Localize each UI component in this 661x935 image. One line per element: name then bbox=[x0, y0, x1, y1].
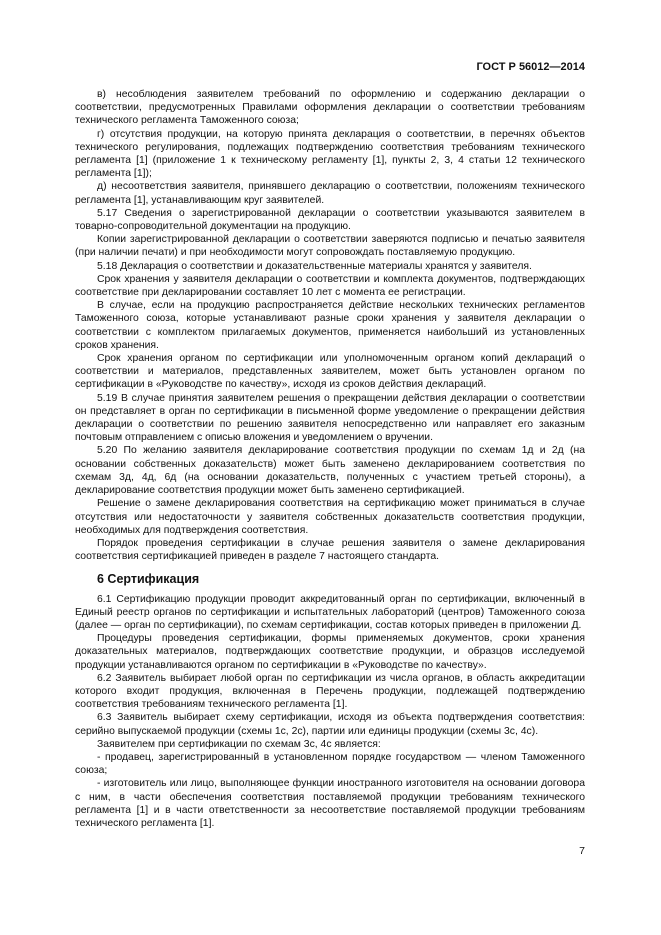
paragraph: 5.18 Декларация о соответствии и доказательственные материалы хранятся у заявителя. bbox=[97, 260, 532, 272]
list-item: - изготовитель или лицо, выполняющее функции иностранного изготовителя на основании договора с ним, в части обеспечения соответствия поставляемой продукции требованиям технического регламента [1] и в части ответственности за несоответствие поставляемой продукции требованиям технического регламента [1]. bbox=[75, 778, 585, 829]
document-body bbox=[75, 88, 585, 830]
paragraph: 5.20 По желанию заявителя декларирование соответствия продукции по схемам 1д и 2д (на основании собственных доказательств) может быть заменено декларированием соответствия по схемам 3д, 4д, 6д (на основании доказательств, полученных с участием третьей стороны), а декларирование соответствия продукции может быть заменено сертификацией. bbox=[75, 445, 585, 497]
paragraph: 5.19 В случае принятия заявителем решения о прекращении действия декларации о соответствии он представляет в орган по сертификации в письменной форме уведомление о прекращении действия декларации о соответствии по решению заявителя непосредственно или направляет его заказным почтовым отправлением с описью вложения и уведомлением о вручении. bbox=[75, 392, 585, 444]
paragraph: Срок хранения органом по сертификации или уполномоченным органом копий деклараций о соответствии и материалов, представленных заявителем, может быть установлен органом по сертификации в «Руководстве по качеству», исходя из сроков действия деклараций. bbox=[75, 353, 585, 391]
paragraph: Порядок проведения сертификации в случае решения заявителя о замене декларирования соответствия сертификацией приведен в разделе 7 настоящего стандарта. bbox=[75, 537, 585, 563]
paragraph: Заявителем при сертификации по схемам 3с, 4с является: bbox=[97, 738, 381, 750]
section-heading: 6 Сертификация bbox=[97, 572, 200, 587]
paragraph: 6.3 Заявитель выбирает схему сертификации, исходя из объекта подтверждения соответствия: серийно выпускаемой продукции (схемы 1с, 2с), партии или единицы продукции (схемы 3с, 4с). bbox=[75, 712, 585, 737]
paragraphs-top bbox=[75, 88, 585, 563]
list-item: - продавец, зарегистрированный в установленном порядке государством — членом Таможенного союза; bbox=[75, 751, 585, 777]
paragraph: Срок хранения у заявителя декларации о соответствии и комплекта документов, подтверждающих соответствие при декларировании составляет 10 лет с момента ее регистрации. bbox=[75, 273, 585, 299]
paragraph: в) несоблюдения заявителем требований по оформлению и содержанию декларации о соответствии, предусмотренных Правилами оформления декларации о соответствии требованиям технического регламента Таможенного союза; bbox=[75, 89, 585, 127]
paragraph: 6.1 Сертификацию продукции проводит аккредитованный орган по сертификации, включенный в Единый реестр органов по сертификации и испытательных лабораторий (центров) Таможенного союза (далее — орган по сертификации), по схемам сертификации, состав которых приведен в приложении Д. bbox=[75, 593, 585, 631]
paragraphs-bottom bbox=[75, 593, 585, 831]
paragraph: Копии зарегистрированной декларации о соответствии заверяются подписью и печатью заявителя (при наличии печати) и при необходимости могут сопровождать поставляемую продукцию. bbox=[75, 234, 585, 259]
document-code-header: ГОСТ Р 56012—2014 bbox=[476, 61, 585, 73]
paragraph: д) несоответствия заявителя, принявшего декларацию о соответствии, положениям технического регламента [1], устанавливающим круг заявителей. bbox=[75, 181, 585, 206]
page-number: 7 bbox=[579, 845, 585, 857]
paragraph: Процедуры проведения сертификации, формы применяемых документов, сроки хранения доказательных материалов, подтверждающих соответствие продукции, и образцов исследуемой продукции устанавливаются органом по сертификации в «Руководстве по качеству». bbox=[75, 633, 585, 671]
paragraph: 6.2 Заявитель выбирает любой орган по сертификации из числа органов, в область аккредитации которого входит продукция, включенная в Перечень продукции, подлежащей подтверждению соответствия требованиям технического регламента [1]. bbox=[75, 672, 585, 711]
paragraph: В случае, если на продукцию распространяется действие нескольких технических регламентов Таможенного союза, которые устанавливают разные сроки хранения у заявителя декларации о соответствии с комплектом прилагаемых документов, применяется наибольший из установленных сроков хранения. bbox=[75, 300, 585, 351]
paragraph: г) отсутствия продукции, на которую принята декларация о соответствии, в перечнях объектов технического регулирования, подлежащих подтверждению соответствия требованиям технического регламента [1] (приложение 1 к техническому регламенту [1], пункты 2, 3, 4 статьи 12 технического регламента [1]); bbox=[75, 128, 585, 180]
paragraph: 5.17 Сведения о зарегистрированной декларации о соответствии указываются заявителем в товарно-сопроводительной документации на продукцию. bbox=[75, 207, 585, 233]
paragraph: Решение о замене декларирования соответствия на сертификацию может приниматься в случае отсутствия или недостаточности у заявителя собственных доказательств соответствия продукции, необходимых для подтверждения соответствия. bbox=[75, 498, 585, 536]
